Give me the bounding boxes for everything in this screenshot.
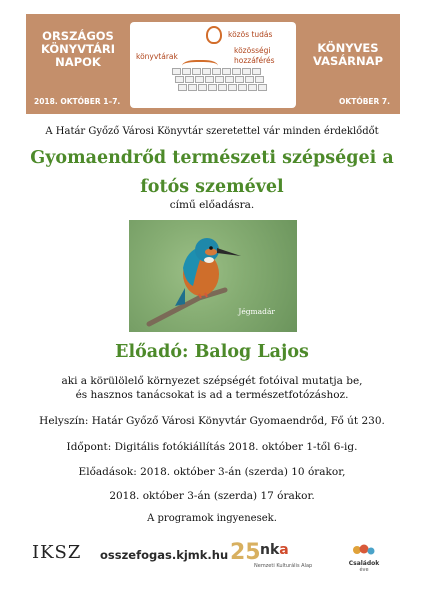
nka-wordmark <box>260 542 289 558</box>
keyboard-key <box>188 84 197 91</box>
keyboard-key <box>195 76 204 83</box>
csaladok-eve-logo <box>342 544 386 573</box>
keyboard-icon <box>172 68 268 94</box>
keyboard-key <box>248 84 257 91</box>
banner-right-title <box>302 42 394 68</box>
banner-left-line: KÖNYVTÁRI <box>40 42 115 56</box>
location-info: Helyszín: Határ Győző Városi Könyvtár Gyomaendrőd, Fő út 230. <box>39 415 385 427</box>
website-link[interactable]: osszefogas.kjmk.hu <box>100 548 229 562</box>
banner-right-line: KÖNYVES <box>317 41 379 55</box>
keyboard-key <box>198 84 207 91</box>
csaladok-text: Családok <box>348 560 380 567</box>
banner-left-line: ORSZÁGOS <box>42 29 114 43</box>
keyboard-key <box>232 68 241 75</box>
keyboard-key <box>172 68 181 75</box>
event-title <box>0 144 424 202</box>
banner-right-date: OKTÓBER 7. <box>339 97 390 106</box>
intro-text: A Határ Győző Városi Könyvtár szeretettel vár minden érdeklődőt <box>45 126 379 137</box>
free-admission-note: A programok ingyenesek. <box>147 513 277 524</box>
nka-letter: k <box>269 542 280 558</box>
description-line: és hasznos tanácsokat is ad a természetfotózáshoz. <box>75 389 349 401</box>
speaker-description <box>0 374 424 402</box>
lecture-time-1: Előadások: 2018. október 3-án (szerda) 10 órakor, <box>78 466 346 478</box>
banner-logo-text: közös tudás <box>228 30 273 39</box>
apple-icon <box>206 26 222 44</box>
banner-right-line: VASÁRNAP <box>312 54 383 68</box>
banner-left-date: 2018. OKTÓBER 1–7. <box>34 97 121 106</box>
banner-left-line: NAPOK <box>55 55 101 69</box>
keyboard-key <box>205 76 214 83</box>
photo-caption: Jégmadár <box>238 307 275 316</box>
keyboard-key <box>175 76 184 83</box>
nka-logo <box>230 540 313 569</box>
keyboard-key <box>258 84 267 91</box>
nka-subtitle: Nemzeti Kulturális Alap <box>254 563 313 569</box>
keyboard-key <box>218 84 227 91</box>
keyboard-key <box>185 76 194 83</box>
lecture-time-2: 2018. október 3-án (szerda) 17 órakor. <box>109 490 315 502</box>
keyboard-key <box>192 68 201 75</box>
keyboard-key <box>235 76 244 83</box>
eve-text: éve <box>359 567 369 573</box>
footer-logos <box>0 540 424 580</box>
banner-left-title <box>32 30 124 69</box>
time-info: Időpont: Digitális fotókiállítás 2018. október 1-től 6-ig. <box>66 441 358 453</box>
banner-logo-text: hozzáférés <box>234 56 275 65</box>
banner-logo-text: könyvtárak <box>136 52 178 61</box>
keyboard-key <box>182 68 191 75</box>
speaker-name: Előadó: Balog Lajos <box>115 342 309 362</box>
keyboard-key <box>208 84 217 91</box>
description-line: aki a körülölelő környezet szépségét fotóival mutatja be, <box>61 375 363 387</box>
keyboard-key <box>255 76 264 83</box>
event-title-line: fotós szemével <box>140 177 284 197</box>
kingfisher-photo <box>129 220 297 332</box>
iksz-logo: IKSZ <box>32 542 82 563</box>
keyboard-key <box>222 68 231 75</box>
keyboard-key <box>245 76 254 83</box>
keyboard-key <box>202 68 211 75</box>
event-subtitle: című előadásra. <box>169 199 255 211</box>
family-icon <box>349 544 379 560</box>
event-title-line: Gyomaendrőd természeti szépségei a <box>30 148 394 168</box>
keyboard-key <box>252 68 261 75</box>
keyboard-key <box>215 76 224 83</box>
keyboard-key <box>225 76 234 83</box>
nka-number: 25 <box>230 540 261 565</box>
keyboard-key <box>242 68 251 75</box>
keyboard-key <box>212 68 221 75</box>
banner-logo-text: közösségi <box>234 46 271 55</box>
nka-letter: n <box>260 542 270 558</box>
event-banner <box>26 14 400 114</box>
banner-logo <box>130 22 296 108</box>
keyboard-key <box>228 84 237 91</box>
keyboard-key <box>238 84 247 91</box>
keyboard-key <box>178 84 187 91</box>
nka-letter: a <box>279 542 289 558</box>
